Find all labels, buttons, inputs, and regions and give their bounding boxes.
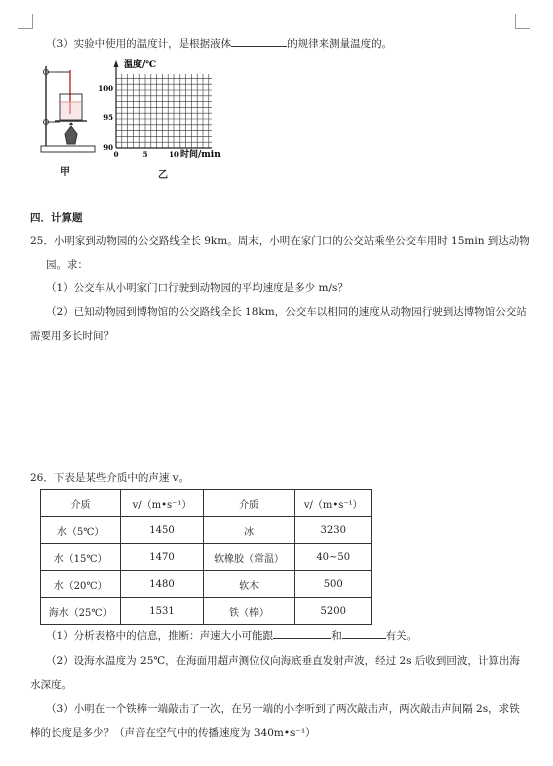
x-tick-10: 10 [169, 150, 179, 159]
answer-blank[interactable] [342, 638, 386, 639]
table-row [41, 517, 372, 544]
table-header: 介质 [41, 490, 121, 517]
answer-blank[interactable] [273, 638, 331, 639]
table-cell: 水（20℃） [41, 571, 121, 598]
y-tick-100: 100 [98, 84, 113, 93]
table-header-row [41, 490, 372, 517]
table-cell: 软橡胶（常温） [203, 544, 295, 571]
q25-part1: （1）公交车从小明家门口行驶到动物园的平均速度是多少 m/s？ [46, 282, 348, 294]
x-axis-label: 时间/min [180, 150, 221, 160]
q25-part2-line2: 需要用多长时间？ [30, 330, 114, 342]
q26-part2-line1: （2）设海水温度为 25℃，在海面用超声测位仪向海底垂直发射声波，经过 2s 后收到回波，计算出海 [46, 655, 520, 667]
q26-part1-pre: （1）分析表格中的信息，推断：声速大小可能跟 [46, 630, 274, 642]
table-cell: 铁（棒） [203, 598, 295, 625]
q26-part2-line2: 水深度。 [30, 679, 72, 691]
table-cell: 3230 [295, 517, 372, 544]
figure-label-jia: 甲 [60, 167, 70, 178]
table-cell: 水（15℃） [41, 544, 121, 571]
q26-part1-post: 有关。 [385, 630, 418, 642]
figure-label-yi: 乙 [158, 170, 168, 181]
q24-part3-pre: （3）实验中使用的温度计，是根据液体 [46, 38, 232, 50]
sound-speed-table [40, 489, 372, 625]
table-cell: 软木 [203, 571, 295, 598]
x-tick-0: 0 [113, 150, 119, 159]
table-row [41, 598, 372, 625]
table-cell: 1470 [121, 544, 203, 571]
table-cell: 冰 [203, 517, 295, 544]
table-header: 介质 [203, 490, 295, 517]
corner-mark-top-left [18, 14, 33, 29]
table-cell: 海水（25℃） [41, 598, 121, 625]
x-tick-5: 5 [142, 150, 148, 159]
table-cell: 5200 [295, 598, 372, 625]
table-cell: 1480 [121, 571, 203, 598]
table-cell: 40~50 [295, 544, 372, 571]
q26-stem: 26．下表是某些介质中的声速 v。 [30, 472, 190, 484]
q26-part3-line1: （3）小明在一个铁棒一端敲击了一次，在另一端的小李听到了两次敲击声，两次敲击声间隔 2s，求铁 [46, 703, 520, 715]
apparatus-figure [38, 62, 100, 158]
answer-blank[interactable] [231, 46, 287, 47]
table-cell: 1450 [121, 517, 203, 544]
q25-stem-line1: 25．小明家到动物园的公交路线全长 9km。周末，小明在家门口的公交站乘坐公交车用时 15min 到达动物 [30, 235, 530, 247]
q26-part3-line2: 棒的长度是多少？（声音在空气中的传播速度为 340m•s⁻¹） [30, 727, 316, 739]
temperature-grid-figure [100, 56, 235, 164]
q24-part3-post: 的规律来测量温度的。 [287, 38, 393, 50]
table-row [41, 571, 372, 598]
table-cell: 水（5℃） [41, 517, 121, 544]
q26-part1-mid: 和 [331, 630, 342, 642]
grid-lines [116, 74, 212, 148]
q25-part2-line1: （2）已知动物园到博物馆的公交路线全长 18km，公交车以相同的速度从动物园行驶到达博物馆公交站 [46, 306, 527, 318]
section-title: 四．计算题 [30, 212, 83, 224]
q24-part3 [46, 36, 392, 51]
table-header: v/（m•s⁻¹） [295, 490, 372, 517]
q25-stem-line2: 园。求： [46, 259, 88, 271]
y-tick-90: 90 [103, 143, 113, 152]
table-cell: 500 [295, 571, 372, 598]
table-cell: 1531 [121, 598, 203, 625]
table-row [41, 544, 372, 571]
table-header: v/（m•s⁻¹） [121, 490, 203, 517]
q26-part1 [46, 628, 417, 643]
y-axis-label: 温度/℃ [124, 60, 157, 70]
corner-mark-top-right [515, 14, 530, 29]
y-tick-95: 95 [103, 113, 113, 122]
